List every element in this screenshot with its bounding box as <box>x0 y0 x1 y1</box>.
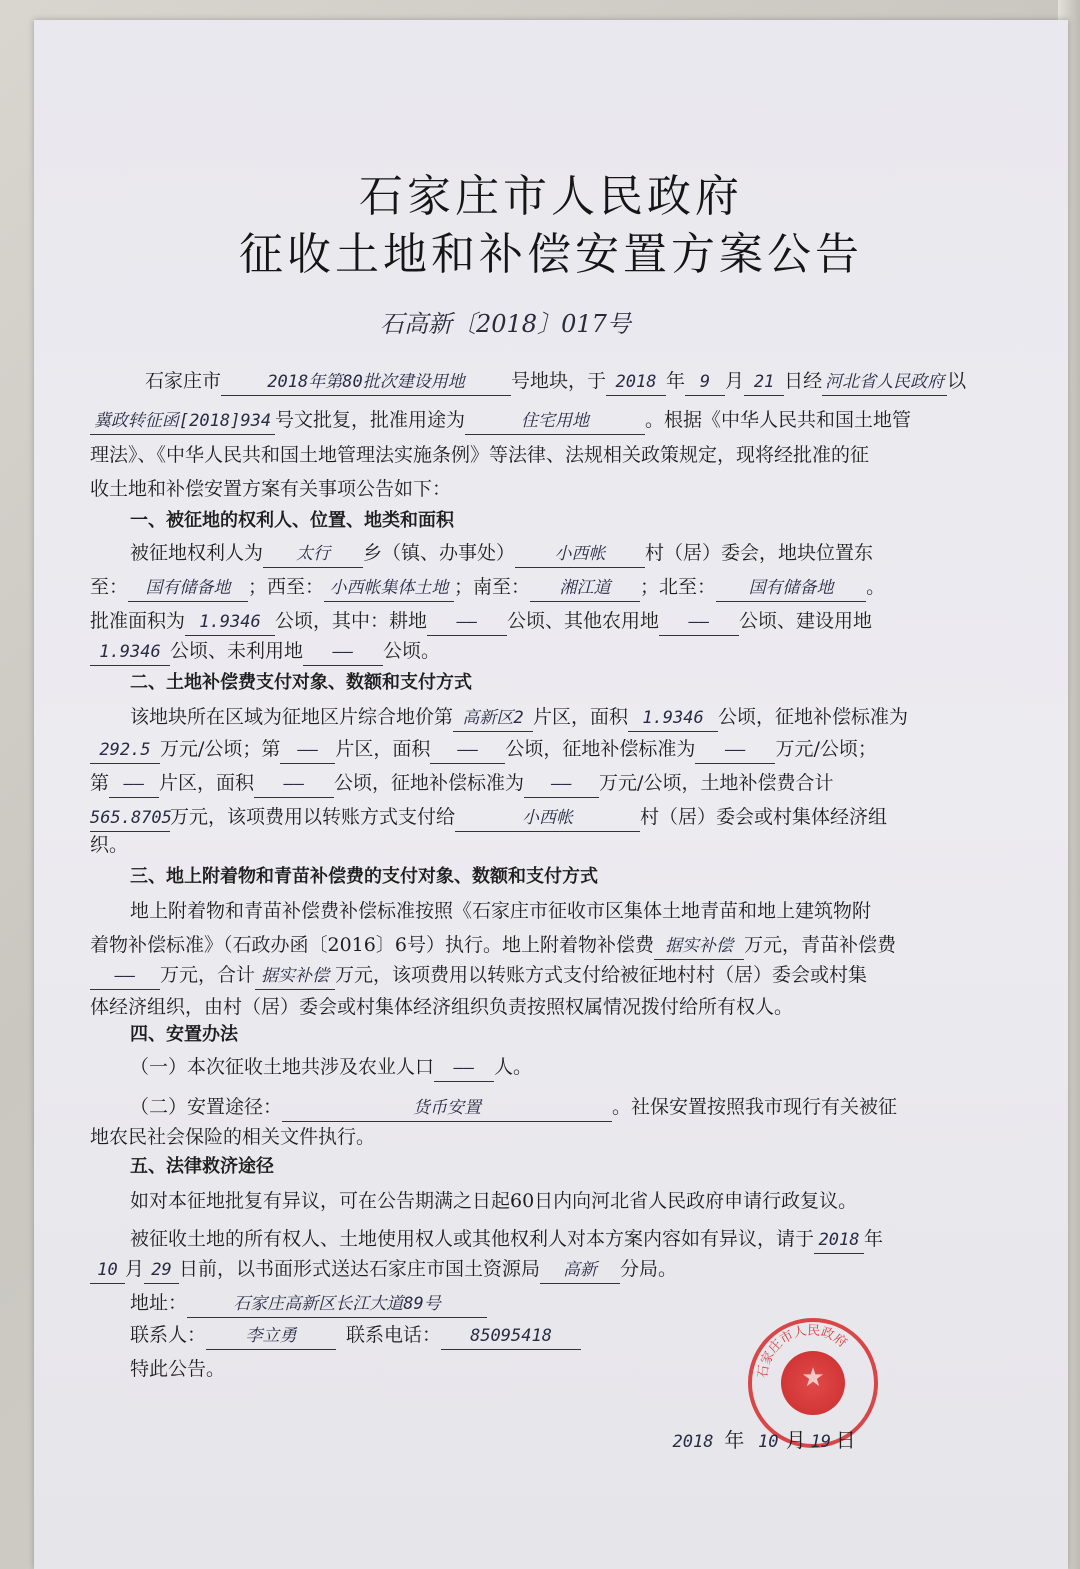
section-1-line-4 <box>90 638 980 666</box>
unused-land-field: —— <box>303 639 383 666</box>
svg-text:石家庄市人民政府: 石家庄市人民政府 <box>755 1323 850 1380</box>
text-fragment: 公顷、建设用地 <box>739 610 873 632</box>
construction-land-field: 1.9346 <box>90 639 170 666</box>
approver-field: 河北省人民政府 <box>822 369 947 396</box>
text-fragment: 第 <box>90 772 110 794</box>
text-fragment: 万元，青苗补偿费 <box>743 934 896 956</box>
text-fragment: 被征地权利人为 <box>130 542 264 564</box>
text-fragment: 万元/公顷，土地补偿费合计 <box>599 772 834 794</box>
land-use-field: 住宅用地 <box>465 408 645 435</box>
contact-phone-field: 85095418 <box>441 1323 581 1350</box>
date-day: 19 <box>810 1432 831 1452</box>
north-boundary-field: 国有储备地 <box>716 575 866 602</box>
text-fragment: 片区，面积 <box>533 706 629 728</box>
section-1-line-2 <box>90 574 980 602</box>
farmland-field: —— <box>427 609 507 636</box>
text-fragment: 石家庄市 <box>145 370 222 392</box>
text-fragment: 年 <box>724 1428 745 1452</box>
section-3-line-2 <box>90 932 980 960</box>
text-fragment: 至： <box>90 576 129 598</box>
text-fragment: ；西至： <box>248 576 325 598</box>
text-fragment: 号文批复，批准用途为 <box>275 409 466 431</box>
title-line-1: 石家庄市人民政府 <box>359 171 743 222</box>
text-fragment: 月 <box>785 1428 806 1452</box>
text-fragment: 乡（镇、办事处） <box>363 542 516 564</box>
section-5-line-3 <box>90 1256 980 1284</box>
approval-year-field: 2018 <box>606 369 666 396</box>
text-fragment: 公顷，征地补偿标准为 <box>505 738 696 760</box>
section-2-line-5: 织。 <box>90 834 129 856</box>
address-field: 石家庄高新区长江大道89号 <box>187 1291 487 1318</box>
section-4-line-1 <box>130 1054 1020 1082</box>
south-boundary-field: 湘江道 <box>530 575 640 602</box>
date-month: 10 <box>757 1432 779 1452</box>
section-4-line-2 <box>130 1094 1020 1122</box>
approval-day-field: 21 <box>744 369 784 396</box>
contact-line <box>130 1322 1020 1350</box>
text-fragment: 公顷、其他农用地 <box>507 610 660 632</box>
text-fragment: 村（居）委会或村集体经济组 <box>640 806 888 828</box>
branch-field: 高新 <box>540 1257 620 1284</box>
text-fragment: （一）本次征收土地共涉及农业人口 <box>130 1056 435 1078</box>
approval-month-field: 9 <box>685 369 725 396</box>
section-3-heading: 三、地上附着物和青苗补偿费的支付对象、数额和支付方式 <box>130 866 598 887</box>
zone-2-standard-field: —— <box>695 737 775 764</box>
batch-field: 2018年第80批次建设用地 <box>221 369 511 396</box>
text-fragment: 人。 <box>494 1056 533 1078</box>
text-fragment: 年 <box>864 1228 884 1250</box>
text-fragment: 联系人： <box>130 1324 207 1346</box>
text-fragment: 公顷，征地补偿标准为 <box>334 772 525 794</box>
section-2-line-2 <box>90 736 980 764</box>
section-1-heading: 一、被征地的权利人、位置、地类和面积 <box>130 510 454 531</box>
text-fragment: 被征收土地的所有权人、土地使用权人或其他权利人对本方案内容如有异议，请于 <box>130 1228 815 1250</box>
text-fragment: 年 <box>666 370 686 392</box>
objection-month-field: 10 <box>90 1257 125 1284</box>
text-fragment: 。 <box>866 576 886 598</box>
text-fragment: ；北至： <box>640 576 717 598</box>
text-fragment: （二）安置途径： <box>130 1096 283 1118</box>
attachment-compensation-field: 据实补偿 <box>654 933 744 960</box>
text-fragment: 着物补偿标准》（石政办函〔2016〕6号）执行。地上附着物补偿费 <box>90 934 654 956</box>
text-fragment: 万元/公顷；第 <box>160 738 281 760</box>
text-fragment: 以 <box>947 370 967 392</box>
payee-field: 小西帐 <box>455 805 640 832</box>
text-fragment: ；南至： <box>454 576 531 598</box>
total-attachment-field: 据实补偿 <box>255 963 335 990</box>
objection-day-field: 29 <box>144 1257 179 1284</box>
text-fragment: 公顷，其中：耕地 <box>275 610 428 632</box>
approved-area-field: 1.9346 <box>185 609 275 636</box>
town-field: 太行 <box>263 541 363 568</box>
section-4-heading: 四、安置办法 <box>130 1024 238 1045</box>
preamble-line-1 <box>145 368 1035 396</box>
text-fragment: 日前，以书面形式送达石家庄市国土资源局 <box>179 1258 541 1280</box>
text-fragment: 。根据《中华人民共和国土地管 <box>645 409 912 431</box>
text-fragment: 万元，该项费用以转账方式支付给 <box>170 806 456 828</box>
text-fragment: 日 <box>835 1428 856 1452</box>
text-fragment: 地址： <box>130 1292 188 1314</box>
section-2-line-4 <box>90 804 980 832</box>
section-3-line-4: 体经济组织，由村（居）委会或村集体经济组织负责按照权属情况拨付给所有权人。 <box>90 996 794 1018</box>
crop-compensation-field: —— <box>90 963 160 990</box>
title-line-2: 征收土地和补偿安置方案公告 <box>239 229 863 280</box>
text-fragment: 分局。 <box>620 1258 678 1280</box>
seal-emblem-icon: ★ <box>781 1351 845 1415</box>
text-fragment: 片区，面积 <box>159 772 255 794</box>
text-fragment: 万元，该项费用以转账方式支付给被征地村村（居）委会或村集 <box>335 964 868 986</box>
zone-3-standard-field: —— <box>524 771 599 798</box>
text-fragment: 公顷、未利用地 <box>170 640 304 662</box>
west-boundary-field: 小西帐集体土地 <box>324 575 454 602</box>
address-line <box>130 1290 1020 1318</box>
preamble-line-3: 理法》、《中华人民共和国土地管理法实施条例》等法律、法规相关政策规定，现将经批准的征 <box>90 444 870 466</box>
text-fragment: 该地块所在区域为征地区片综合地价第 <box>130 706 454 728</box>
zone-2-field: —— <box>280 737 335 764</box>
text-fragment: 月 <box>725 370 745 392</box>
zone-area-field: 1.9346 <box>628 705 718 732</box>
section-1-line-3 <box>90 608 980 636</box>
date-year: 2018 <box>672 1432 714 1452</box>
document-number: 石高新〔2018〕017号 <box>380 310 631 338</box>
other-agri-field: —— <box>659 609 739 636</box>
section-1-line-1 <box>130 540 1020 568</box>
section-5-line-2 <box>130 1226 1020 1254</box>
section-5-heading: 五、法律救济途径 <box>130 1156 274 1177</box>
section-2-heading: 二、土地补偿费支付对象、数额和支付方式 <box>130 672 472 693</box>
text-fragment: 村（居）委会，地块位置东 <box>645 542 874 564</box>
contact-person-field: 李立勇 <box>206 1323 336 1350</box>
zone-field: 高新区2 <box>453 705 533 732</box>
text-fragment: 批准面积为 <box>90 610 186 632</box>
resettlement-method-field: 货币安置 <box>282 1095 612 1122</box>
text-fragment: 联系电话： <box>346 1324 442 1346</box>
section-3-line-3 <box>90 962 980 990</box>
zone-3-area-field: —— <box>254 771 334 798</box>
section-5-line-1: 如对本征地批复有异议，可在公告期满之日起60日内向河北省人民政府申请行政复议。 <box>130 1190 858 1212</box>
approval-ref-field: 冀政转征函[2018]934 <box>90 408 275 435</box>
section-2-line-3 <box>90 770 980 798</box>
section-3-line-1: 地上附着物和青苗补偿费补偿标准按照《石家庄市征收市区集体土地青苗和地上建筑物附 <box>130 900 872 922</box>
village-field: 小西帐 <box>515 541 645 568</box>
section-4-line-3: 地农民社会保险的相关文件执行。 <box>90 1126 376 1148</box>
notice-date <box>668 1424 856 1453</box>
east-boundary-field: 国有储备地 <box>128 575 248 602</box>
text-fragment: 万元/公顷； <box>775 738 877 760</box>
text-fragment: 公顷，征地补偿标准为 <box>718 706 909 728</box>
objection-year-field: 2018 <box>814 1227 864 1254</box>
closing-text: 特此公告。 <box>130 1358 226 1380</box>
text-fragment: 公顷。 <box>383 640 441 662</box>
text-fragment: 片区，面积 <box>335 738 431 760</box>
compensation-standard-field: 292.5 <box>90 737 160 764</box>
text-fragment: 万元，合计 <box>160 964 256 986</box>
zone-2-area-field: —— <box>430 737 505 764</box>
text-fragment: 。社保安置按照我市现行有关被征 <box>612 1096 898 1118</box>
zone-3-field: —— <box>109 771 159 798</box>
section-2-line-1 <box>130 704 1020 732</box>
preamble-line-4: 收土地和补偿安置方案有关事项公告如下： <box>90 478 452 500</box>
population-field: —— <box>434 1055 494 1082</box>
text-fragment: 日经 <box>784 370 823 392</box>
preamble-line-2 <box>90 407 980 435</box>
text-fragment: 号地块，于 <box>511 370 607 392</box>
text-fragment: 月 <box>125 1258 145 1280</box>
total-compensation-field: 565.8705 <box>90 805 170 832</box>
